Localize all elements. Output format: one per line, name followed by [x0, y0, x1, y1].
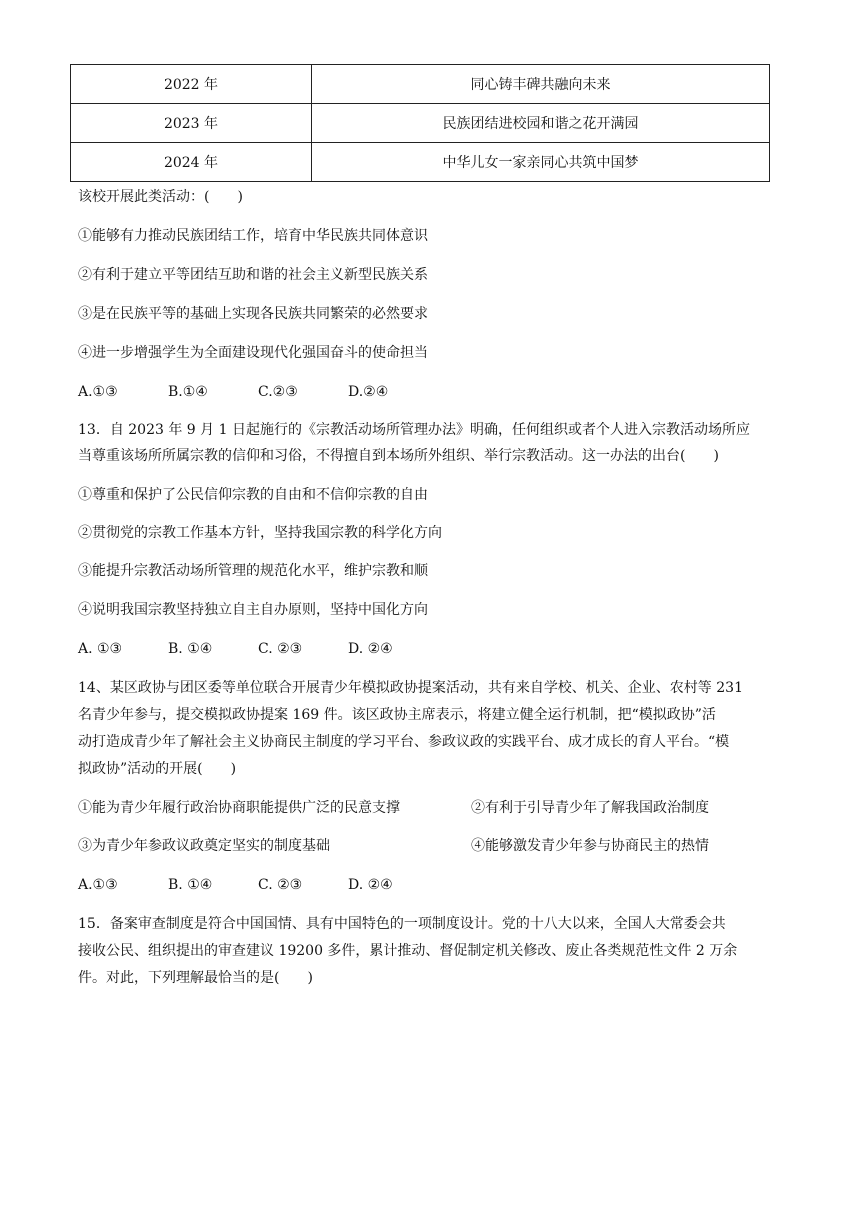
- q13-option-a: A. ①③: [78, 641, 123, 657]
- q15-stem-line-1: 15．备案审查制度是符合中国国情、具有中国特色的一项制度设计。党的十八大以来，全国人大常委会共: [78, 916, 726, 932]
- table-cell-year: 2023 年: [71, 104, 312, 143]
- table-row: [71, 65, 770, 104]
- q12-option-a: A.①③: [78, 384, 118, 400]
- q13-stem-line-1: 13．自 2023 年 9 月 1 日起施行的《宗教活动场所管理办法》明确，任何组织或者个人进入宗教活动场所应: [78, 422, 750, 438]
- q14-option-b: B. ①④: [168, 877, 213, 893]
- table-row: [71, 143, 770, 182]
- q12-option-b: B.①④: [168, 384, 208, 400]
- q14-stem-line-3: 动打造成青少年了解社会主义协商民主制度的学习平台、参政议政的实践平台、成才成长的育人平台。“模: [78, 734, 730, 750]
- q14-option-d: D. ②④: [348, 877, 393, 893]
- q14-item-2: ②有利于引导青少年了解我国政治制度: [471, 800, 709, 816]
- q14-options: [78, 875, 393, 895]
- q13-option-b: B. ①④: [168, 641, 213, 657]
- q13-item-1: ①尊重和保护了公民信仰宗教的自由和不信仰宗教的自由: [78, 487, 428, 503]
- q12-item-1: ①能够有力推动民族团结工作，培育中华民族共同体意识: [78, 228, 428, 244]
- q14-stem-line-1: 14、某区政协与团区委等单位联合开展青少年模拟政协提案活动，共有来自学校、机关、企业、农村等 231: [78, 680, 743, 696]
- q12-item-4: ④进一步增强学生为全面建设现代化强国奋斗的使命担当: [78, 345, 428, 361]
- q13-item-4: ④说明我国宗教坚持独立自主自办原则，坚持中国化方向: [78, 602, 428, 618]
- q14-stem-line-2: 名青少年参与，提交模拟政协提案 169 件。该区政协主席表示，将建立健全运行机制，把“模拟政协”活: [78, 707, 716, 723]
- q12-option-c: C.②③: [258, 384, 298, 400]
- q14-item-4: ④能够激发青少年参与协商民主的热情: [471, 838, 709, 854]
- q12-stem: 该校开展此类活动：( ): [78, 189, 243, 205]
- table-cell-year: 2022 年: [71, 65, 312, 104]
- table-cell-year: 2024 年: [71, 143, 312, 182]
- q13-item-3: ③能提升宗教活动场所管理的规范化水平，维护宗教和顺: [78, 563, 428, 579]
- q14-option-c: C. ②③: [258, 877, 303, 893]
- q12-option-d: D.②④: [348, 384, 389, 400]
- q14-option-a: A.①③: [78, 877, 118, 893]
- table-cell-theme: 中华儿女一家亲同心共筑中国梦: [312, 143, 770, 182]
- q14-item-3: ③为青少年参政议政奠定坚实的制度基础: [78, 838, 330, 854]
- table-cell-theme: 民族团结进校园和谐之花开满园: [312, 104, 770, 143]
- q13-option-d: D. ②④: [348, 641, 393, 657]
- q15-stem-line-2: 接收公民、组织提出的审查建议 19200 多件，累计推动、督促制定机关修改、废止各类规范性文件 2 万余: [78, 943, 738, 959]
- q12-item-2: ②有利于建立平等团结互助和谐的社会主义新型民族关系: [78, 267, 428, 283]
- q12-options: [78, 382, 388, 402]
- activity-theme-table: [70, 64, 770, 182]
- q13-options: [78, 639, 393, 659]
- table-cell-theme: 同心铸丰碑共融向未来: [312, 65, 770, 104]
- q14-item-1: ①能为青少年履行政治协商职能提供广泛的民意支撑: [78, 800, 400, 816]
- q12-item-3: ③是在民族平等的基础上实现各民族共同繁荣的必然要求: [78, 306, 428, 322]
- q13-stem-line-2: 当尊重该场所所属宗教的信仰和习俗，不得擅自到本场所外组织、举行宗教活动。这一办法的出台( ): [78, 448, 719, 464]
- q13-item-2: ②贯彻党的宗教工作基本方针，坚持我国宗教的科学化方向: [78, 525, 442, 541]
- q15-stem-line-3: 件。对此，下列理解最恰当的是( ): [78, 970, 313, 986]
- table-row: [71, 104, 770, 143]
- q14-stem-line-4: 拟政协”活动的开展( ): [78, 761, 237, 777]
- q13-option-c: C. ②③: [258, 641, 303, 657]
